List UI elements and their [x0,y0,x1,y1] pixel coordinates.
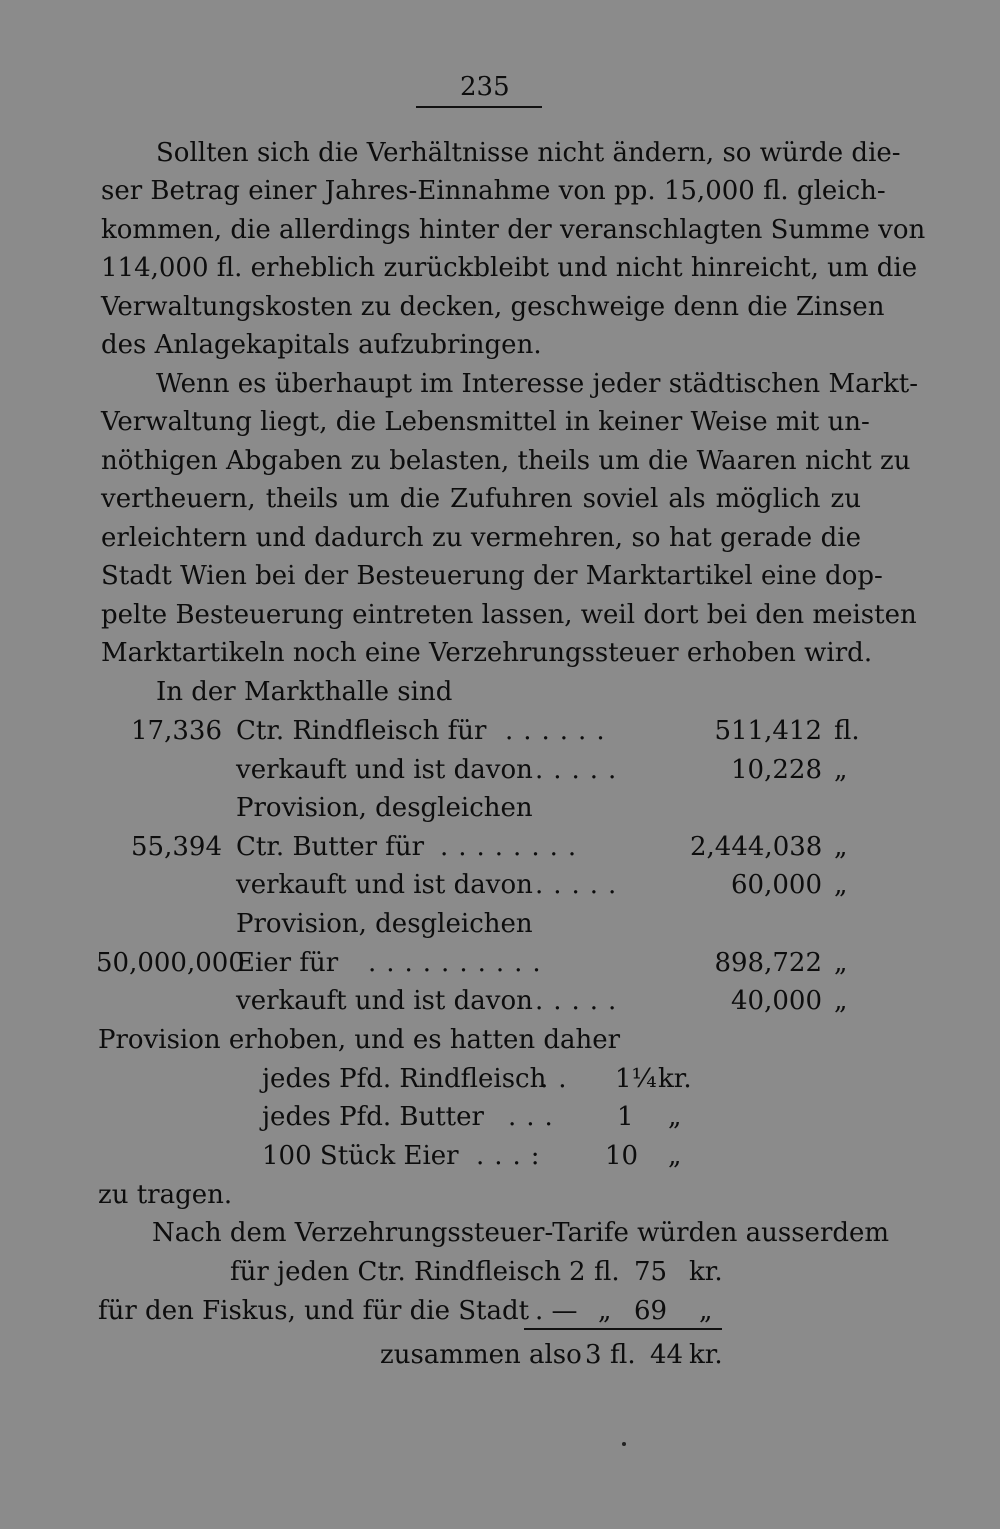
table-leader-dots: .......... [368,948,551,978]
tariff-kr-unit: „ [699,1296,713,1326]
table-unit: „ [834,986,848,1016]
rate-value: 1 [617,1102,634,1132]
table-amount: 60,000 [731,870,822,900]
rate-leader-dots: .. [540,1064,577,1094]
para1-line-4: 114,000 fl. erheblich zurückbleibt und nicht hinreicht, um die [101,253,918,283]
tariff-fl-unit: fl. [610,1340,636,1370]
table-item: Eier für [236,948,339,978]
rate-value: 1¼ [615,1064,657,1094]
rate-unit: „ [668,1141,682,1171]
tariff-label: für jeden Ctr. Rindfleisch [230,1257,561,1287]
rate-item: jedes Pfd. Butter [262,1102,484,1132]
para2-line-7: pelte Besteuerung eintreten lassen, weil dort bei den meisten [101,600,917,630]
para2-line-3: nöthigen Abgaben zu belasten, theils um die Waaren nicht zu [101,446,911,476]
table-amount: 511,412 [714,716,822,746]
table-item: Provision, desgleichen [236,793,533,823]
tariff-intro: Nach dem Verzehrungssteuer-Tarife würden ausserdem [152,1218,890,1248]
table-qty: 50,000,000 [96,948,245,978]
table-leader-dots: ...... [505,716,615,746]
para2-line-2: Verwaltung liegt, die Lebensmittel in keiner Weise mit un- [101,407,870,437]
para1-line-1: Sollten sich die Verhältnisse nicht ändern, so würde die- [156,138,901,168]
para1-line-3: kommen, die allerdings hinter der veranschlagten Summe von [101,215,926,245]
tariff-fl-value: . — [535,1296,578,1326]
para2-line-8: Marktartikeln noch eine Verzehrungssteuer erhoben wird. [101,638,873,668]
para1-line-5: Verwaltungskosten zu decken, geschweige denn die Zinsen [101,292,885,322]
table-unit: fl. [834,716,860,746]
tariff-kr-unit: kr. [689,1340,723,1370]
print-speck [622,1442,626,1446]
rate-item: 100 Stück Eier [262,1141,459,1171]
table-leader-dots: ........ [440,832,587,862]
table-item: verkauft und ist davon [236,755,533,785]
tariff-fl-value: 2 [569,1257,586,1287]
table-unit: „ [834,870,848,900]
tariff-kr-value: 44 [650,1340,684,1370]
table-item: Provision, desgleichen [236,909,533,939]
table-item: verkauft und ist davon [236,870,533,900]
table-amount: 898,722 [714,948,822,978]
table-unit: „ [834,755,848,785]
table-qty: 55,394 [131,832,222,862]
table-amount: 10,228 [731,755,822,785]
table-item: Ctr. Butter für [236,832,425,862]
para2-line-4: vertheuern, theils um die Zufuhren soviel als möglich zu [101,484,861,514]
zu-tragen: zu tragen. [98,1180,233,1210]
table-unit: „ [834,832,848,862]
rate-leader-dots: ... [508,1102,563,1132]
table-item: verkauft und ist davon [236,986,533,1016]
tariff-fl-unit: fl. [594,1257,620,1287]
page-number: 235 [460,72,510,102]
tariff-kr-value: 69 [634,1296,668,1326]
para1-line-2: ser Betrag einer Jahres-Einnahme von pp. 15,000 fl. gleich- [101,176,886,206]
sum-rule [524,1328,722,1330]
para1-line-6: des Anlagekapitals aufzubringen. [101,330,542,360]
tariff-label: zusammen also [380,1340,582,1370]
rate-item: jedes Pfd. Rindfleisch [262,1064,547,1094]
rate-unit: „ [668,1102,682,1132]
tariff-kr-value: 75 [634,1257,668,1287]
page-number-rule [416,106,542,108]
table-unit: „ [834,948,848,978]
para2-line-5: erleichtern und dadurch zu vermehren, so hat gerade die [101,523,861,553]
table-leader-dots: ..... [535,986,627,1016]
tariff-fl-value: 3 [585,1340,602,1370]
rate-unit: kr. [658,1064,692,1094]
table-amount: 40,000 [731,986,822,1016]
table-intro: In der Markthalle sind [156,677,453,707]
table-amount: 2,444,038 [690,832,823,862]
para2-line-6: Stadt Wien bei der Besteuerung der Marktartikel eine dop- [101,561,883,591]
para2-line-1: Wenn es überhaupt im Interesse jeder städtischen Markt- [156,369,918,399]
table-leader-dots: ..... [535,870,627,900]
table-leader-dots: ..... [535,755,627,785]
tariff-label: für den Fiskus, und für die Stadt [98,1296,530,1326]
rate-leader-dots: ...: [476,1141,550,1171]
rate-value: 10 [605,1141,639,1171]
provision-line: Provision erhoben, und es hatten daher [98,1025,621,1055]
tariff-kr-unit: kr. [689,1257,723,1287]
table-item: Ctr. Rindfleisch für [236,716,487,746]
table-qty: 17,336 [131,716,222,746]
tariff-fl-unit: „ [598,1296,612,1326]
